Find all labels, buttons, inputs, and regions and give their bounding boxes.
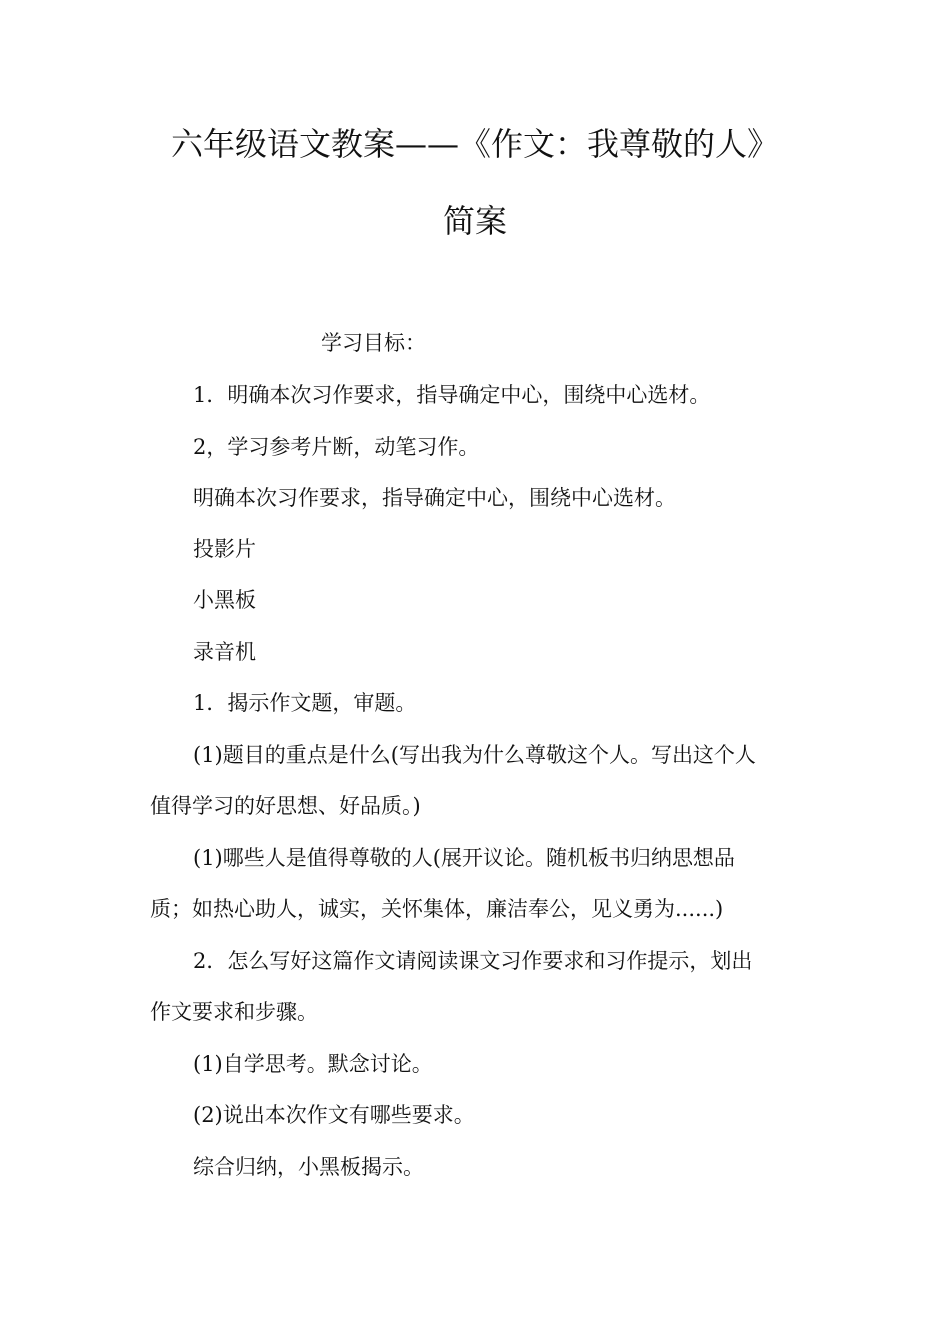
body-line: (1)题目的重点是什么(写出我为什么尊敬这个人。写出这个人 <box>193 743 756 767</box>
body-line: (1)自学思考。默念讨论。 <box>193 1052 433 1076</box>
section-heading-objectives: 学习目标： <box>321 331 426 355</box>
body-line: 1．明确本次习作要求，指导确定中心，围绕中心选材。 <box>193 383 711 407</box>
body-line: 2．怎么写好这篇作文请阅读课文习作要求和习作提示，划出 <box>193 949 753 973</box>
body-line: 综合归纳，小黑板揭示。 <box>193 1155 424 1179</box>
document-title-line-2: 简案 <box>442 202 507 240</box>
body-line: 小黑板 <box>193 588 256 612</box>
body-line: 录音机 <box>193 640 256 664</box>
body-line: 投影片 <box>193 537 256 561</box>
body-line: 作文要求和步骤。 <box>150 1000 318 1024</box>
body-line: (1)哪些人是值得尊敬的人(展开议论。随机板书归纳思想品 <box>193 846 735 870</box>
body-line: 质；如热心助人，诚实，关怀集体，廉洁奉公，见义勇为......) <box>150 897 724 921</box>
body-line: 值得学习的好思想、好品质。) <box>150 794 421 818</box>
body-line: 2，学习参考片断，动笔习作。 <box>193 435 480 459</box>
body-line: (2)说出本次作文有哪些要求。 <box>193 1103 475 1127</box>
document-title-line-1: 六年级语文教案——《作文：我尊敬的人》 <box>170 125 779 163</box>
body-line: 明确本次习作要求，指导确定中心，围绕中心选材。 <box>193 486 676 510</box>
body-line: 1．揭示作文题，审题。 <box>193 691 417 715</box>
